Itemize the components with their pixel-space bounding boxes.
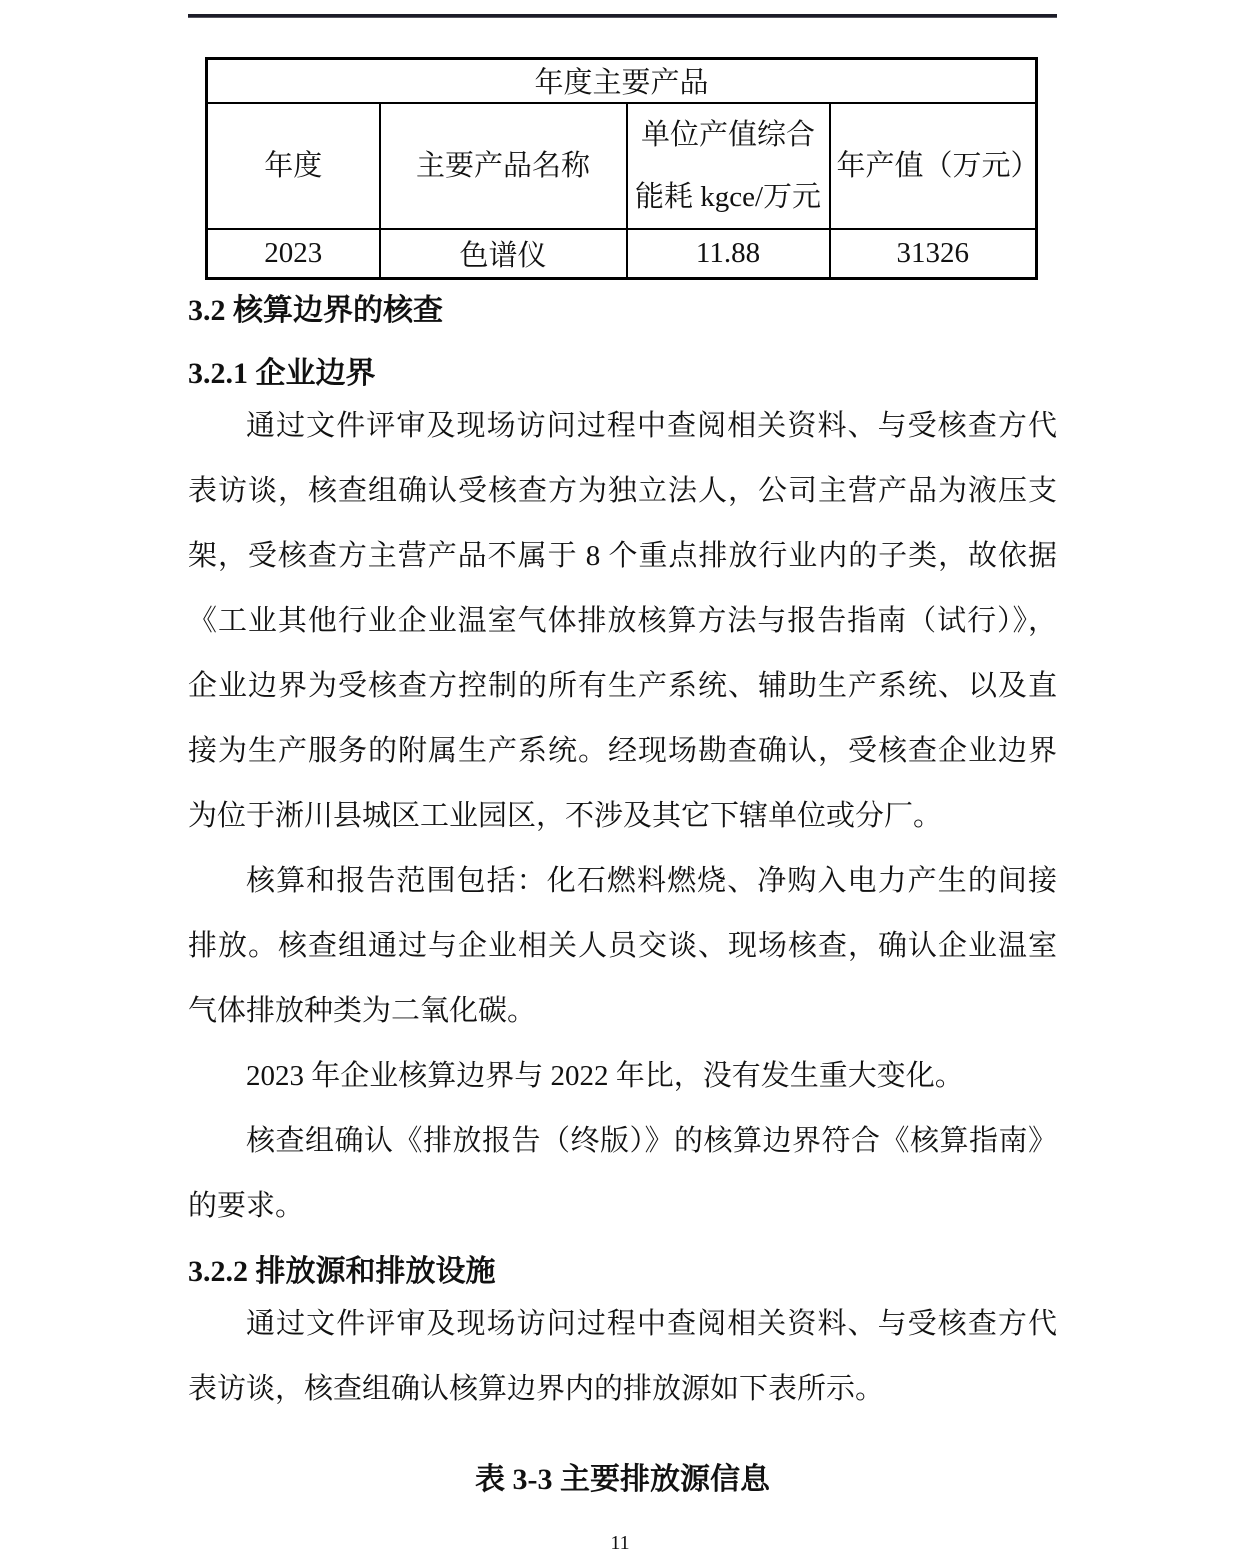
paragraph-emission-sources: 通过文件评审及现场访问过程中查阅相关资料、与受核查方代表访谈，核查组确认核算边界内的排放源如下表所示。 — [188, 1308, 1057, 1405]
table-row — [207, 229, 1037, 279]
header-rule — [188, 14, 1057, 18]
cell-energy: 11.88 — [627, 229, 830, 279]
section-heading-3-2-1: 3.2.1 企业边界 — [188, 357, 376, 390]
paragraph-boundary-change: 2023 年企业核算边界与 2022 年比，没有发生重大变化。 — [246, 1060, 964, 1092]
page-number: 11 — [610, 1532, 630, 1554]
column-header-product: 主要产品名称 — [380, 103, 627, 229]
table-header-row — [207, 103, 1037, 229]
table-title-row — [207, 59, 1037, 103]
column-header-year: 年度 — [207, 103, 380, 229]
cell-year: 2023 — [207, 229, 380, 279]
column-header-energy: 单位产值综合能耗 kgce/万元 — [627, 103, 830, 229]
column-header-output: 年产值（万元） — [830, 103, 1037, 229]
cell-product: 色谱仪 — [380, 229, 627, 279]
section-heading-3-2: 3.2 核算边界的核查 — [188, 294, 443, 327]
cell-output: 31326 — [830, 229, 1037, 279]
table-3-3-caption: 表 3-3 主要排放源信息 — [475, 1463, 770, 1496]
paragraph-boundary-conformance: 核查组确认《排放报告（终版）》的核算边界符合《核算指南》的要求。 — [188, 1125, 1057, 1222]
paragraph-reporting-scope: 核算和报告范围包括：化石燃料燃烧、净购入电力产生的间接排放。核查组通过与企业相关人员交谈、现场核查，确认企业温室气体排放种类为二氧化碳。 — [188, 865, 1057, 1027]
annual-products-table — [205, 57, 1038, 280]
paragraph-enterprise-boundary: 通过文件评审及现场访问过程中查阅相关资料、与受核查方代表访谈，核查组确认受核查方为独立法人，公司主营产品为液压支架，受核查方主营产品不属于 8 个重点排放行业内的子类，故依据《工业其他行业企业温室气体排放核算方法与报告指南（试行）》，企业边界为受核查方控制的所有生产系统、辅助生产系统、以及直接为生产服务的附属生产系统。经现场勘查确认，受核查企业边界为位于淅川县城区工业园区，不涉及其它下辖单位或分厂。 — [188, 410, 1057, 832]
table-title: 年度主要产品 — [207, 59, 1037, 103]
section-heading-3-2-2: 3.2.2 排放源和排放设施 — [188, 1255, 496, 1288]
